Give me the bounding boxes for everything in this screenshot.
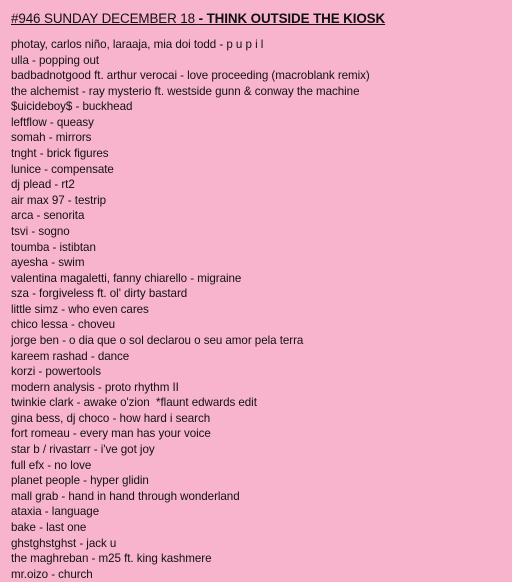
playlist-header xyxy=(11,10,507,28)
track-item: planet people - hyper glidin xyxy=(11,474,149,488)
track-item: kareem rashad - dance xyxy=(11,349,130,363)
track-item: arca - senorita xyxy=(11,209,85,223)
track-item: toumba - istibtan xyxy=(11,240,96,254)
track-item: mr.oizo - church xyxy=(11,567,93,581)
track-item: bake - last one xyxy=(11,520,87,534)
track-item: korzi - powertools xyxy=(11,365,101,379)
track-item: ulla - popping out xyxy=(11,53,100,67)
episode-title: - THINK OUTSIDE THE KIOSK xyxy=(198,11,386,26)
playlist-page xyxy=(11,10,507,582)
track-item: star b / rivastarr - i've got joy xyxy=(11,443,155,457)
track-item: jorge ben - o dia que o sol declarou o seu amor pela terra xyxy=(11,333,304,347)
track-item: valentina magaletti, fanny chiarello - migraine xyxy=(11,271,242,285)
tracklist xyxy=(11,37,507,582)
track-item: ghstghstghst - jack u xyxy=(11,536,117,550)
track-item: the maghreban - m25 ft. king kashmere xyxy=(11,552,212,566)
track-item: tnght - brick figures xyxy=(11,147,109,161)
track-item: leftflow - queasy xyxy=(11,115,94,129)
track-item: $uicideboy$ - buckhead xyxy=(11,100,133,114)
track-item: photay, carlos niño, laraaja, mia doi todd - p u p i l xyxy=(11,38,264,51)
track-item: the alchemist - ray mysterio ft. westside gunn & conway the machine xyxy=(11,84,360,98)
track-item: modern analysis - proto rhythm II xyxy=(11,380,179,394)
track-item: air max 97 - testrip xyxy=(11,193,106,207)
track-item: chico lessa - choveu xyxy=(11,318,116,332)
track-item: little simz - who even cares xyxy=(11,302,149,316)
track-item: dj plead - rt2 xyxy=(11,178,75,192)
track-item: full efx - no love xyxy=(11,458,92,472)
track-item: twinkie clark - awake o'zion *flaunt edwards edit xyxy=(11,396,257,410)
track-item: lunice - compensate xyxy=(11,162,114,176)
track-item: sza - forgiveless ft. ol' dirty bastard xyxy=(11,287,188,301)
track-item: fort romeau - every man has your voice xyxy=(11,427,211,441)
track-item: ayesha - swim xyxy=(11,256,85,270)
track-item: tsvi - sogno xyxy=(11,224,70,238)
episode-date: #946 SUNDAY DECEMBER 18 xyxy=(11,11,199,26)
track-item: ataxia - language xyxy=(11,505,100,519)
track-item: mall grab - hand in hand through wonderland xyxy=(11,489,240,503)
track-item: somah - mirrors xyxy=(11,131,92,145)
track-item: badbadnotgood ft. arthur verocai - love proceeding (macroblank remix) xyxy=(11,69,370,83)
track-item: gina bess, dj choco - how hard i search xyxy=(11,411,211,425)
